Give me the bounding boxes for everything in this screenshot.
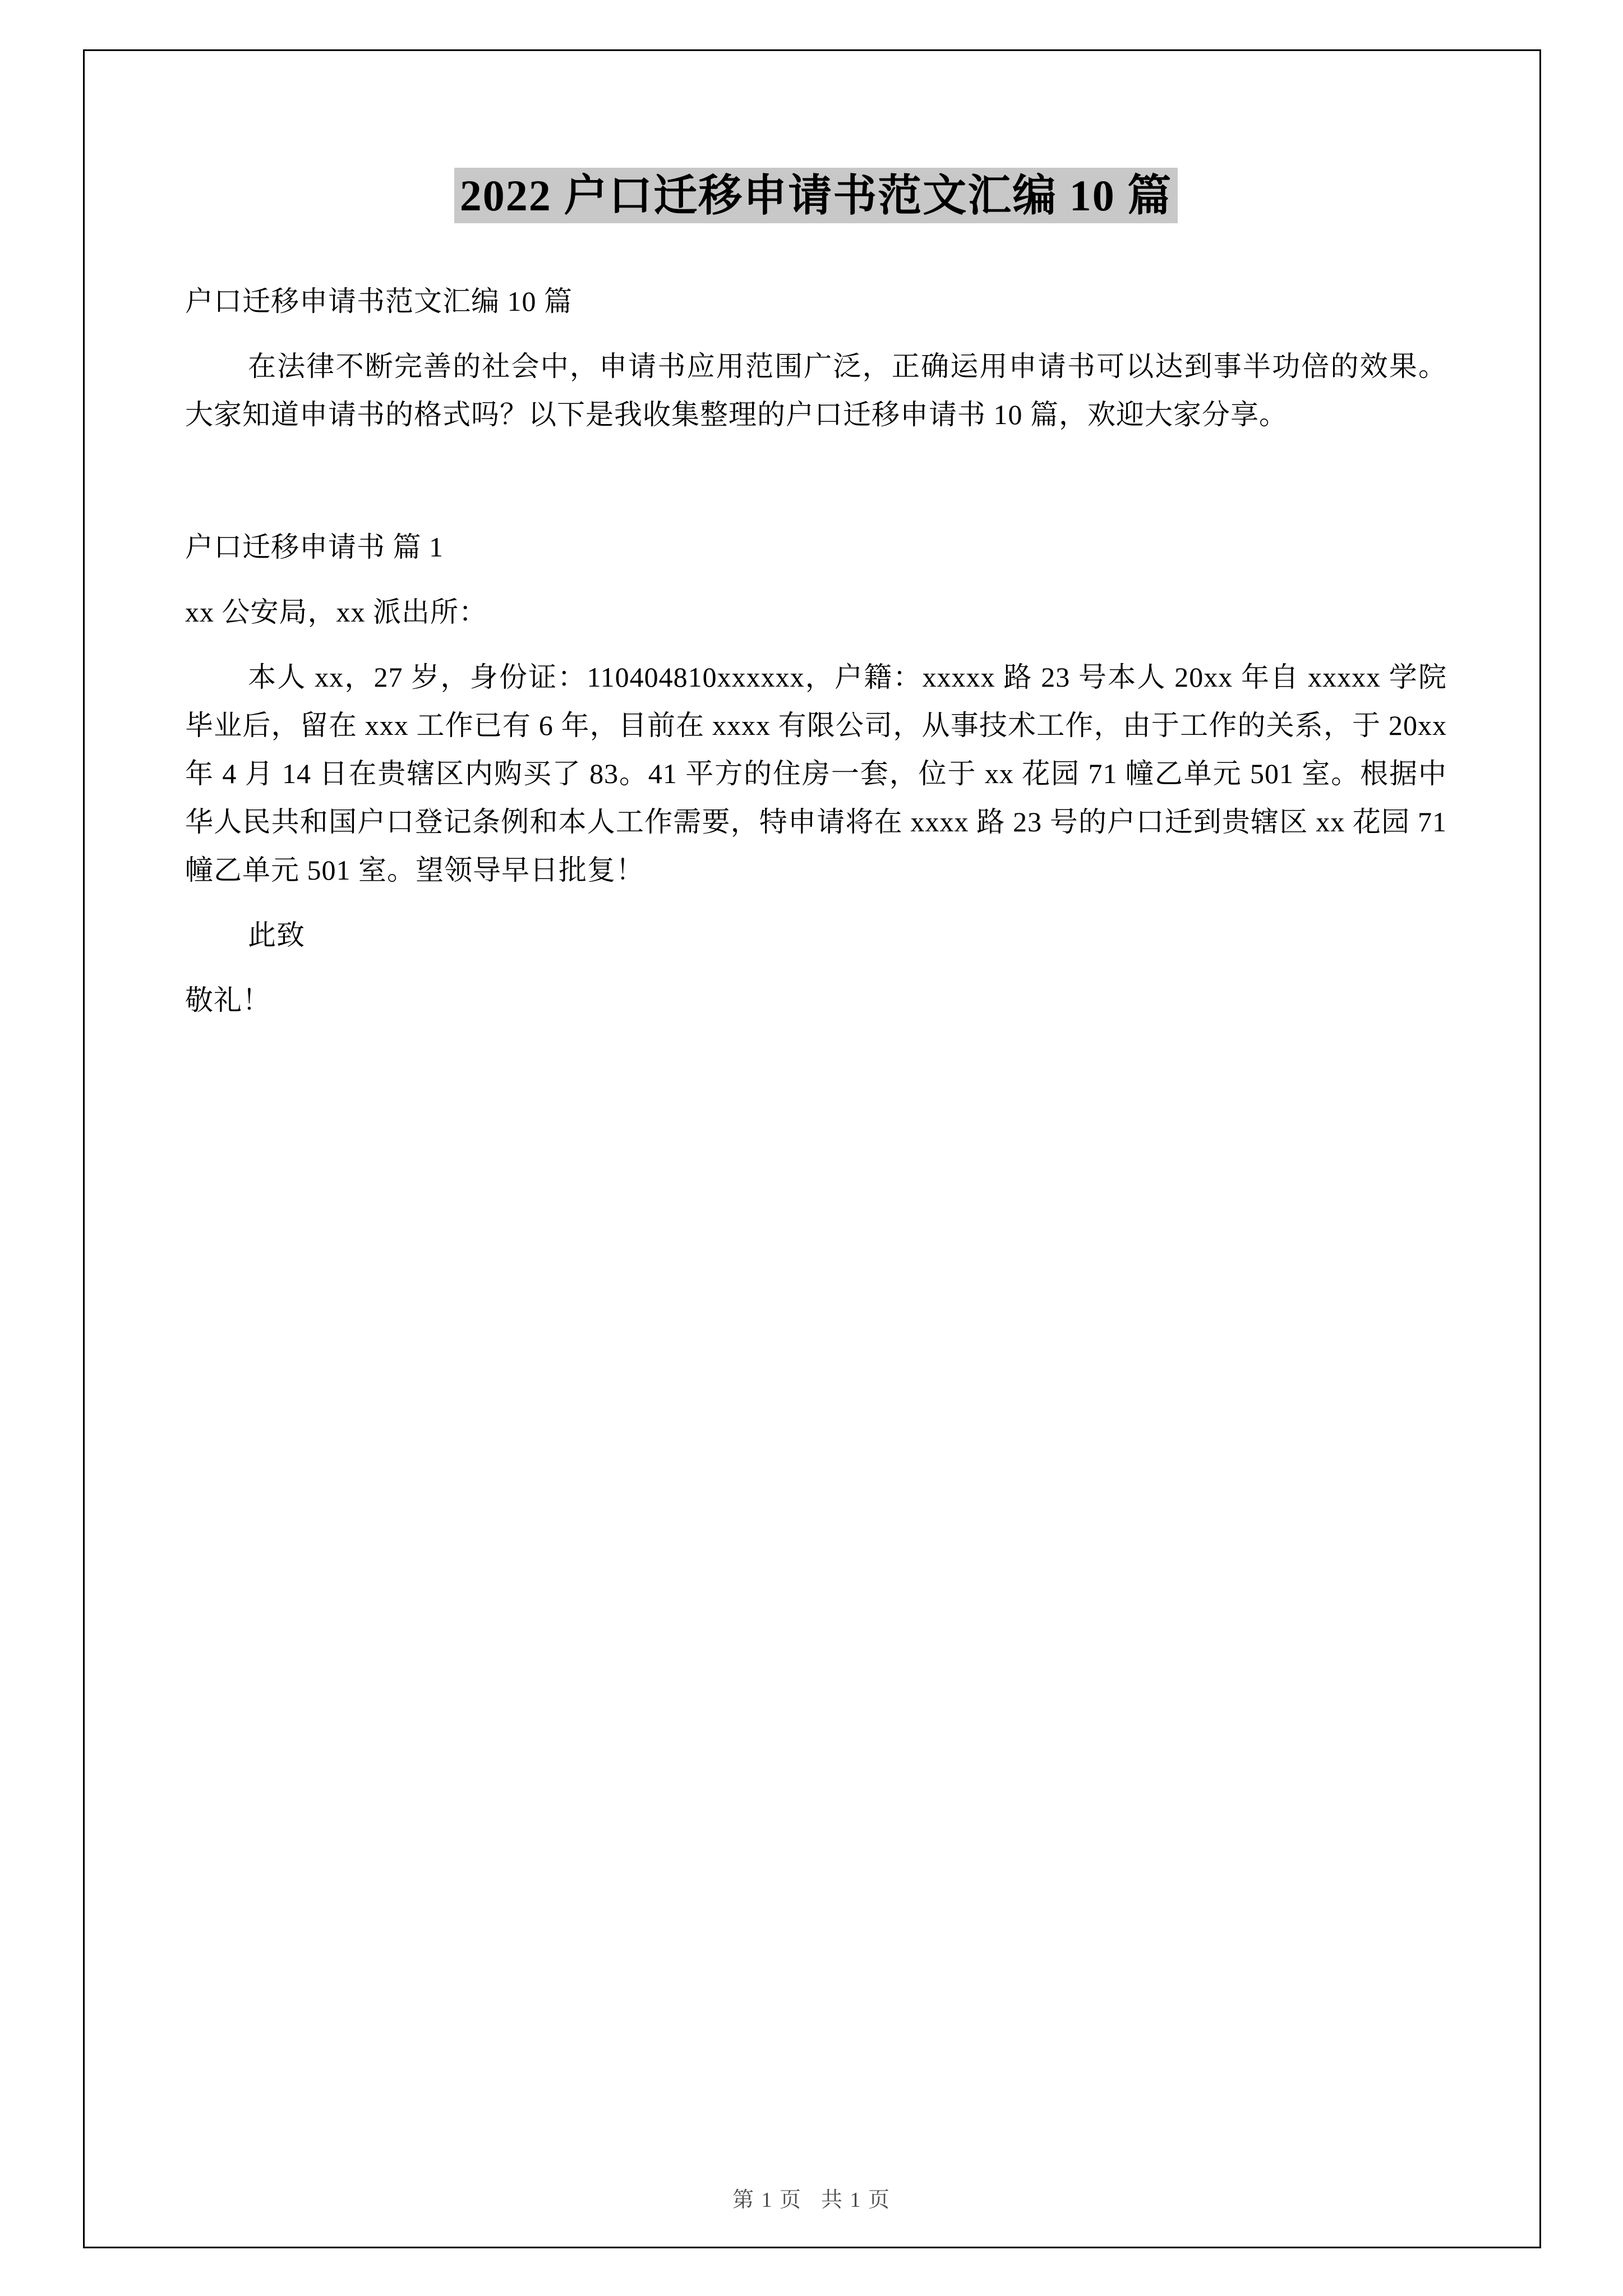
spacer [185, 636, 1447, 653]
body-paragraph: 本人 xx，27 岁，身份证：110404810xxxxxx，户籍：xxxxx 路 23 号本人 20xx 年自 xxxxx 学院毕业后，留在 xxx 工作已有 6 年，目前在 xxxx 有限公司，从事技术工作，由于工作的关系，于 20xx 年 4 月 14 日在贵辖区内购买了 83。41 平方的住房一套，位于 xx 花园 71 幢乙单元 501 室。根据中华人民共和国户口登记条例和本人工作需要，特申请将在 xxxx 路 23 号的户口迁到贵辖区 xx 花园 71 幢乙单元 501 室。望领导早日批复！ [185, 661, 1447, 886]
closing-line-2: 敬礼！ [185, 984, 271, 1016]
page-title [185, 168, 1447, 223]
footer-current-page: 第 1 页 [732, 2188, 802, 2212]
page-title-text: 2022 户口迁移申请书范文汇编 10 篇 [454, 168, 1178, 223]
document-content [185, 168, 1447, 1024]
section-heading: 户口迁移申请书 篇 1 [185, 531, 444, 563]
recipient-line: xx 公安局，xx 派出所： [185, 596, 487, 628]
spacer [185, 223, 1447, 277]
spacer [185, 894, 1447, 911]
spacer [185, 571, 1447, 588]
page-footer [0, 2182, 1623, 2213]
spacer [185, 439, 1447, 523]
intro-paragraph: 在法律不断完善的社会中，申请书应用范围广泛，正确运用申请书可以达到事半功倍的效果。大家知道申请书的格式吗？以下是我收集整理的户口迁移申请书 10 篇，欢迎大家分享。 [185, 350, 1447, 430]
spacer [185, 959, 1447, 976]
closing-line-1: 此致 [248, 919, 305, 951]
spacer [185, 325, 1447, 342]
document-subtitle: 户口迁移申请书范文汇编 10 篇 [185, 285, 573, 317]
footer-total-pages: 共 1 页 [821, 2188, 891, 2212]
